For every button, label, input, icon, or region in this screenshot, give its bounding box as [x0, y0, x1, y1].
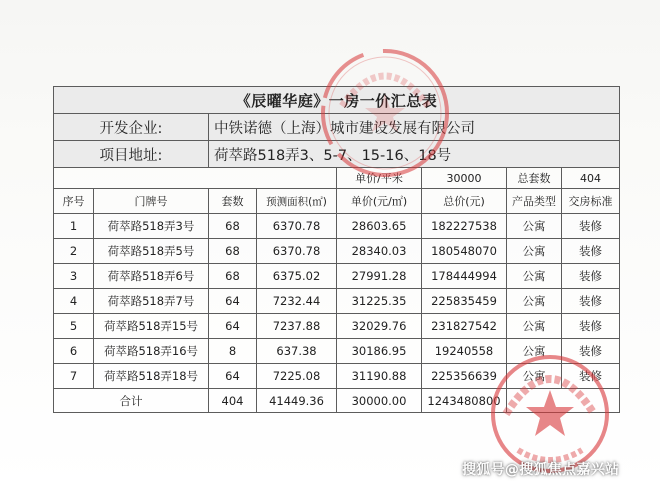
cell-price: 27991.28	[337, 264, 422, 289]
totals-total: 1243480800	[422, 389, 507, 413]
header-units: 套数	[209, 189, 257, 214]
cell-door: 荷萃路518弄18号	[94, 364, 209, 389]
header-price: 单价(元/㎡)	[337, 189, 422, 214]
header-total: 总价(元)	[422, 189, 507, 214]
cell-total: 231827542	[422, 314, 507, 339]
cell-standard: 装修	[562, 314, 620, 339]
cell-total: 225356639	[422, 364, 507, 389]
cell-door: 荷萃路518弄5号	[94, 239, 209, 264]
column-header-row	[54, 189, 620, 214]
cell-units: 8	[209, 339, 257, 364]
cell-type: 公寓	[507, 214, 562, 239]
cell-type: 公寓	[507, 364, 562, 389]
cell-seq: 4	[54, 289, 94, 314]
cell-seq: 7	[54, 364, 94, 389]
header-door: 门牌号	[94, 189, 209, 214]
total-units-value: 404	[562, 168, 620, 189]
unit-price-label: 单价/平米	[337, 168, 422, 189]
cell-seq: 2	[54, 239, 94, 264]
cell-standard: 装修	[562, 214, 620, 239]
header-type: 产品类型	[507, 189, 562, 214]
cell-type: 公寓	[507, 339, 562, 364]
header-standard: 交房标准	[562, 189, 620, 214]
cell-standard: 装修	[562, 239, 620, 264]
cell-area: 7232.44	[257, 289, 337, 314]
header-seq: 序号	[54, 189, 94, 214]
cell-area: 637.38	[257, 339, 337, 364]
total-units-label: 总套数	[507, 168, 562, 189]
totals-row	[54, 389, 620, 413]
cell-standard: 装修	[562, 264, 620, 289]
developer-value: 中铁诺德（上海）城市建设发展有限公司	[209, 114, 620, 141]
watermark-text: 搜狐号@搜狐焦点嘉兴站	[462, 462, 620, 478]
table-row	[54, 264, 620, 289]
table-row	[54, 214, 620, 239]
cell-door: 荷萃路518弄7号	[94, 289, 209, 314]
cell-seq: 3	[54, 264, 94, 289]
table-row	[54, 364, 620, 389]
summary-blank	[54, 168, 337, 189]
cell-units: 64	[209, 314, 257, 339]
cell-area: 6370.78	[257, 214, 337, 239]
cell-type: 公寓	[507, 264, 562, 289]
cell-price: 30186.95	[337, 339, 422, 364]
cell-price: 31190.88	[337, 364, 422, 389]
cell-door: 荷萃路518弄15号	[94, 314, 209, 339]
developer-label: 开发企业:	[54, 114, 209, 141]
cell-standard: 装修	[562, 364, 620, 389]
table-row	[54, 239, 620, 264]
cell-area: 6375.02	[257, 264, 337, 289]
unit-price-value: 30000	[422, 168, 507, 189]
header-area: 预测面积(㎡)	[257, 189, 337, 214]
cell-price: 31225.35	[337, 289, 422, 314]
cell-area: 7225.08	[257, 364, 337, 389]
cell-type: 公寓	[507, 314, 562, 339]
cell-units: 68	[209, 239, 257, 264]
cell-seq: 6	[54, 339, 94, 364]
address-value: 荷萃路518弄3、5-7、15-16、18号	[209, 141, 620, 168]
cell-total: 19240558	[422, 339, 507, 364]
cell-price: 28340.03	[337, 239, 422, 264]
table-row	[54, 339, 620, 364]
cell-price: 32029.76	[337, 314, 422, 339]
cell-type: 公寓	[507, 239, 562, 264]
cell-total: 225835459	[422, 289, 507, 314]
cell-price: 28603.65	[337, 214, 422, 239]
cell-total: 182227538	[422, 214, 507, 239]
cell-area: 7237.88	[257, 314, 337, 339]
totals-units: 404	[209, 389, 257, 413]
summary-row	[54, 168, 620, 189]
totals-price: 30000.00	[337, 389, 422, 413]
cell-units: 68	[209, 214, 257, 239]
cell-total: 178444994	[422, 264, 507, 289]
address-label: 项目地址:	[54, 141, 209, 168]
pricing-table	[53, 86, 620, 413]
cell-total: 180548070	[422, 239, 507, 264]
cell-standard: 装修	[562, 339, 620, 364]
totals-label: 合计	[54, 389, 209, 413]
cell-units: 64	[209, 289, 257, 314]
table-row	[54, 314, 620, 339]
table-row	[54, 289, 620, 314]
cell-door: 荷萃路518弄6号	[94, 264, 209, 289]
cell-type: 公寓	[507, 289, 562, 314]
totals-area: 41449.36	[257, 389, 337, 413]
cell-door: 荷萃路518弄16号	[94, 339, 209, 364]
table-title: 《辰曜华庭》一房一价汇总表	[54, 87, 620, 114]
cell-units: 68	[209, 264, 257, 289]
cell-seq: 5	[54, 314, 94, 339]
cell-area: 6370.78	[257, 239, 337, 264]
totals-blank	[507, 389, 620, 413]
cell-standard: 装修	[562, 289, 620, 314]
cell-units: 64	[209, 364, 257, 389]
cell-door: 荷萃路518弄3号	[94, 214, 209, 239]
cell-seq: 1	[54, 214, 94, 239]
